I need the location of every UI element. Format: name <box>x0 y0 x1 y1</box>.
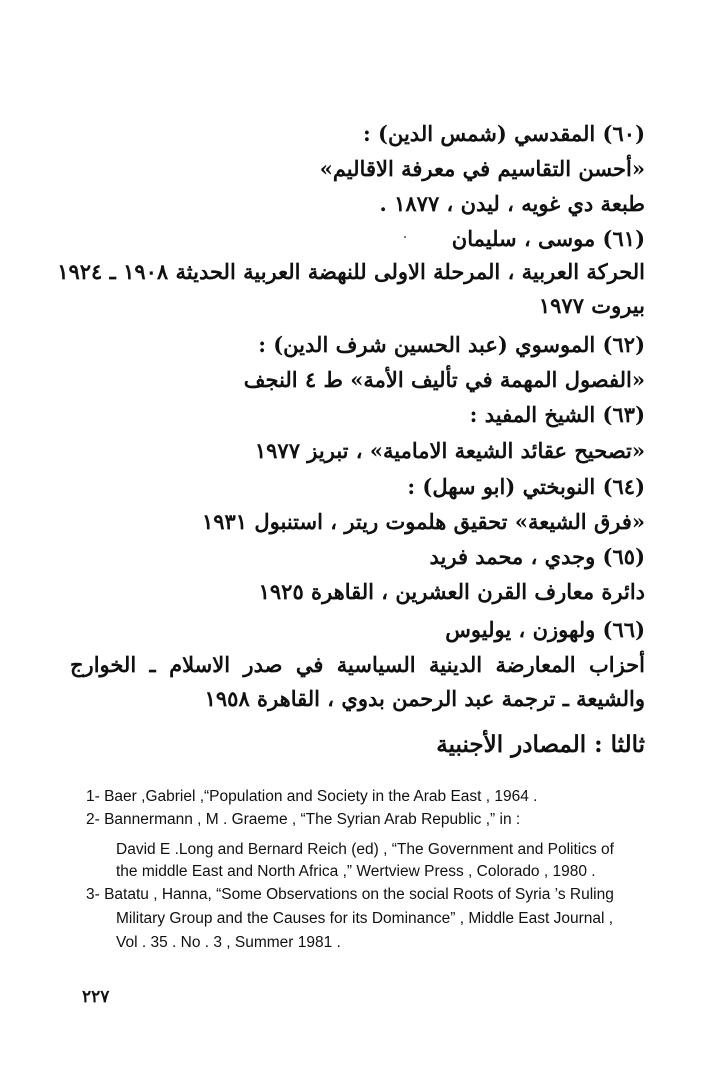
entry-66-title-line1: أحزاب المعارضة الدينية السياسية في صدر الاسلام ـ الخوارج <box>70 652 645 677</box>
foreign-entry-2-line2: David E .Long and Bernard Reich (ed) , “The Government and Politics of <box>116 841 614 858</box>
foreign-entry-1: 1- Baer ,Gabriel ,“Population and Society in the Arab East , 1964 . <box>86 788 538 805</box>
entry-63-heading: (٦٣) الشيخ المفيد : <box>469 402 645 427</box>
entry-62-heading: (٦٢) الموسوي (عبد الحسين شرف الدين) : <box>258 332 645 357</box>
entry-62-title: «الفصول المهمة في تأليف الأمة» ط ٤ النجف <box>243 367 645 392</box>
entry-61-heading: (٦١) موسى ، سليمان <box>451 226 645 251</box>
entry-64-title: «فرق الشيعة» تحقيق هلموت ريتر ، استنبول ١٩٣١ <box>201 509 645 534</box>
entry-61-publication: بيروت ١٩٧٧ <box>538 293 645 318</box>
entry-66-title-line2: والشيعة ـ ترجمة عبد الرحمن بدوي ، القاهرة ١٩٥٨ <box>204 686 645 711</box>
entry-60-publication: طبعة دي غويه ، ليدن ، ١٨٧٧ . <box>379 191 645 216</box>
foreign-sources-heading: ثالثا : المصادر الأجنبية <box>436 731 645 758</box>
entry-63-title: «تصحيح عقائد الشيعة الامامية» ، تبريز ١٩٧٧ <box>254 438 645 463</box>
scan-speck <box>404 236 406 238</box>
entry-66-heading: (٦٦) ولهوزن ، يوليوس <box>445 617 645 642</box>
foreign-entry-3-line3: Vol . 35 . No . 3 , Summer 1981 . <box>116 934 341 951</box>
entry-64-heading: (٦٤) النوبختي (ابو سهل) : <box>407 474 645 499</box>
page-number: ٢٢٧ <box>82 987 110 1007</box>
entry-65-heading: (٦٥) وجدي ، محمد فريد <box>429 544 645 569</box>
entry-60-heading: (٦٠) المقدسي (شمس الدين) : <box>362 121 645 146</box>
foreign-entry-2-line3: the middle East and North Africa ,” Wertview Press , Colorado , 1980 . <box>116 863 596 880</box>
entry-65-title: دائرة معارف القرن العشرين ، القاهرة ١٩٢٥ <box>258 579 645 604</box>
foreign-entry-2: 2- Bannermann , M . Graeme , “The Syrian Arab Republic ,” in : <box>86 811 521 828</box>
entry-61-title: الحركة العربية ، المرحلة الاولى للنهضة العربية الحديثة ١٩٠٨ ـ ١٩٢٤ <box>57 259 645 284</box>
foreign-entry-3: 3- Batatu , Hanna, “Some Observations on the social Roots of Syria ’s Ruling <box>86 886 614 903</box>
foreign-entry-3-line2: Military Group and the Causes for its Dominance” , Middle East Journal , <box>116 910 614 927</box>
entry-60-title: «أحسن التقاسيم في معرفة الاقاليم» <box>319 156 645 181</box>
